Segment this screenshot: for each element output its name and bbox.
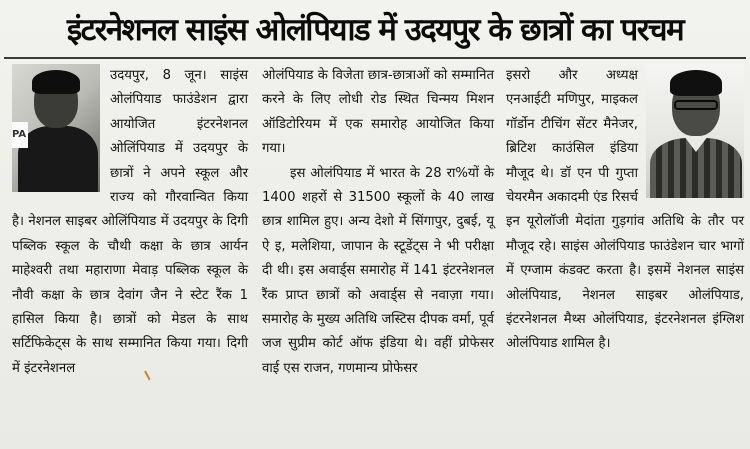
headline-rule — [4, 57, 746, 59]
headline: इंटरनेशनल साइंस ओलंपियाड में उदयपुर के छात्रों का परचम — [66, 12, 684, 48]
student-portrait-image — [646, 64, 744, 198]
column-3 — [506, 64, 744, 357]
column-1-text: उदयपुर, 8 जून। साइंस ओलंपियाड फाउंडेशन द्वारा आयोजित इंटरनेशनल ओलिंपियाड में उदयपुर के छात्रों ने अपने स्कूल और राज्य को गौरवान्वित किया है। नेशनल साइबर ओलिंपियाड में उदयपुर के दिगी पब्लिक स्कूल के चौथी कक्षा के छात्र आर्यन माहेश्वरी तथा महाराणा मेवाड़ पब्लिक स्कूल के नौवी कक्षा के छात्र देवांग जैन ने स्टेट रैंक 1 हासिल किया है। छात्रों को मेडल के साथ सर्टिफिकेट्स के साथ सम्मानित किया गया। दिगी में इंटरनेशनल — [12, 68, 248, 376]
column-2-paragraph-2: इस ओलंपियाड में भारत के 28 रा%यों के 1400 शहरों से 31500 स्कूलों के 40 लाख छात्र शामिल हुए। अन्य देशो में सिंगापुर, दुबई, यू ऐ इ, मलेशिया, जापान के स्टूडेंट्स ने भी परीक्षा दी थी। इस अवार्ड्स समारोह में 141 इंटरनेशनल रैंक प्राप्त छात्रों को अवार्ड्स से नवाज़ा गया। समारोह के मुख्य अतिथि जस्टिस दीपक वर्मा, पूर्व जज सुप्रीम कोर्ट ऑफ इंडिया थे। वहीं प्रोफेसर वाई एस राजन, गणमान्य प्रोफेसर — [262, 165, 494, 376]
photo-background-text: PA — [12, 122, 28, 148]
column-2 — [262, 64, 494, 381]
student-photo-right — [646, 64, 744, 198]
column-3-text: इसरो और अध्यक्ष एनआईटी मणिपुर, माइकल गॉर्डोन टीचिंग सेंटर मैनेजर, ब्रिटिश काउंसिल इंडिया मौजूद थे। डॉ एन पी गुप्ता चेयरमैन अकादमी एंड रिसर्च इन यूरोलॉजी मेदांता गुड़गांव अतिथि के तौर पर मौजूद रहे। साइंस ओलंपियाड फाउंडेशन चार भागों में एग्जाम कंडक्ट करता है। इसमें नेशनल साइंस ओलंपियाड, नेशनल साइबर ओलंपियाड, इंटरनेशनल मैथ्स ओलंपियाड, इंटरनेशनल इंग्लिश ओलंपियाड शामिल है। — [506, 68, 744, 352]
student-portrait-image — [12, 64, 100, 192]
column-1 — [12, 64, 248, 381]
column-2-paragraph-1: ओलंपियाड के विजेता छात्र-छात्राओं को सम्मानित करने के लिए लोधी रोड स्थित चिन्मय मिशन ऑडिटोरियम में एक समारोह आयोजित किया गया। — [262, 68, 494, 157]
student-photo-left — [12, 64, 100, 192]
